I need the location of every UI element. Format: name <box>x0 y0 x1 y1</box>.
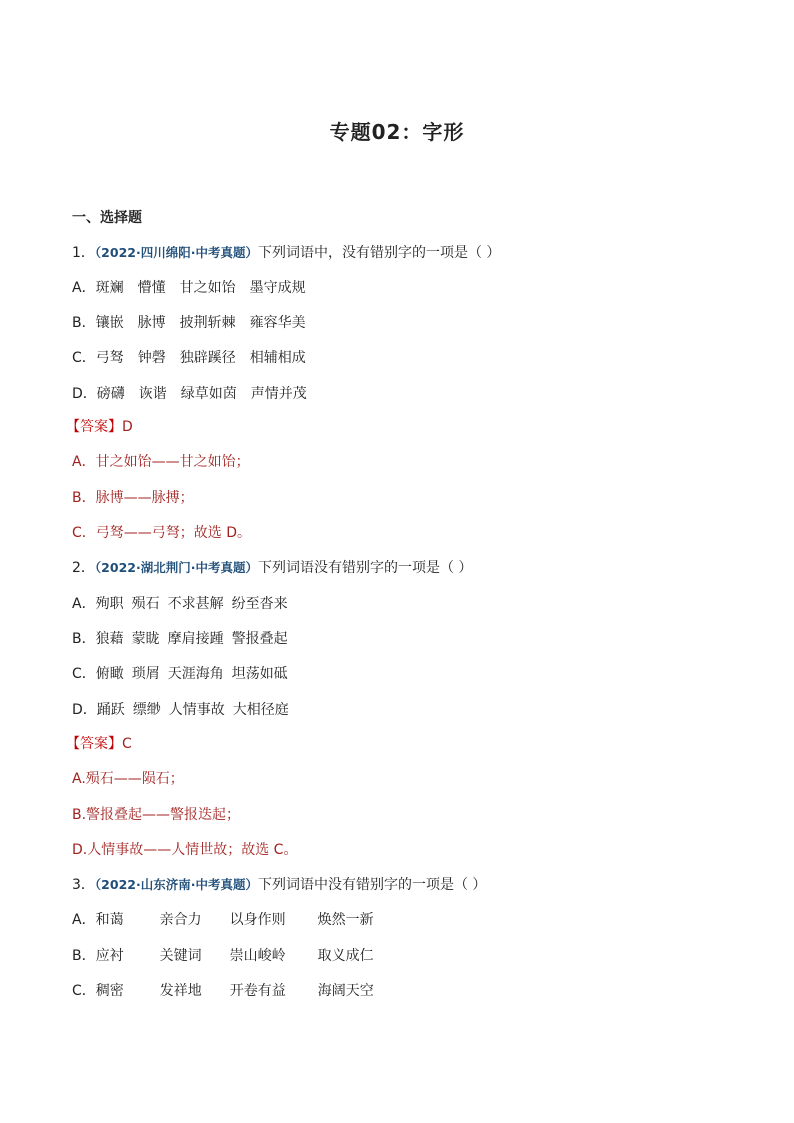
q3-option-c: C．稠密 发祥地 开卷有益 海阔天空 <box>72 983 374 999</box>
question-1-stem: 1．（2022·四川绵阳·中考真题）下列词语中，没有错别字的一项是（ ） <box>72 245 501 261</box>
q2-option-d: D．踊跃 缥缈 人情事故 大相径庭 <box>72 702 289 718</box>
q2-answer: 【答案】C <box>66 736 132 752</box>
q1-explain-3: C．弓驽——弓弩；故选 D。 <box>72 525 252 541</box>
q1-option-c: C．弓驽 钟磬 独辟蹊径 相辅相成 <box>72 350 306 366</box>
question-source: （2022·四川绵阳·中考真题） <box>94 245 258 260</box>
q1-answer: 【答案】D <box>66 419 133 435</box>
q1-option-a: A．斑斓 懵懂 甘之如饴 墨守成规 <box>72 280 306 296</box>
q2-explain-2: B.警报叠起——警报迭起； <box>72 807 241 823</box>
question-2-stem: 2．（2022·湖北荆门·中考真题）下列词语没有错别字的一项是（ ） <box>72 560 473 576</box>
q2-explain-1: A.殒石——陨石； <box>72 771 184 787</box>
q1-option-b: B．镶嵌 脉博 披荆斩棘 雍容华美 <box>72 315 306 331</box>
section-heading: 一、选择题 <box>72 210 142 226</box>
q1-option-d: D．磅礴 诙谐 绿草如茵 声情并茂 <box>72 386 307 402</box>
question-source: （2022·湖北荆门·中考真题） <box>94 560 258 575</box>
question-source: （2022·山东济南·中考真题） <box>94 877 258 892</box>
q2-option-b: B．狼藉 蒙眬 摩肩接踵 警报叠起 <box>72 631 288 647</box>
q1-explain-1: A．甘之如饴——甘之如饴； <box>72 454 250 470</box>
q3-option-b: B．应衬 关键词 崇山峻岭 取义成仁 <box>72 948 374 964</box>
page-title: 专题02：字形 <box>329 120 465 144</box>
q1-explain-2: B．脉博——脉搏； <box>72 490 194 506</box>
q2-option-c: C．俯瞰 琐屑 天涯海角 坦荡如砥 <box>72 666 288 682</box>
q3-option-a: A．和蔼 亲合力 以身作则 焕然一新 <box>72 912 374 928</box>
question-3-stem: 3．（2022·山东济南·中考真题）下列词语中没有错别字的一项是（ ） <box>72 877 487 893</box>
q2-option-a: A．殉职 殒石 不求甚解 纷至沓来 <box>72 596 288 612</box>
q2-explain-3: D.人情事故——人情世故；故选 C。 <box>72 842 298 858</box>
